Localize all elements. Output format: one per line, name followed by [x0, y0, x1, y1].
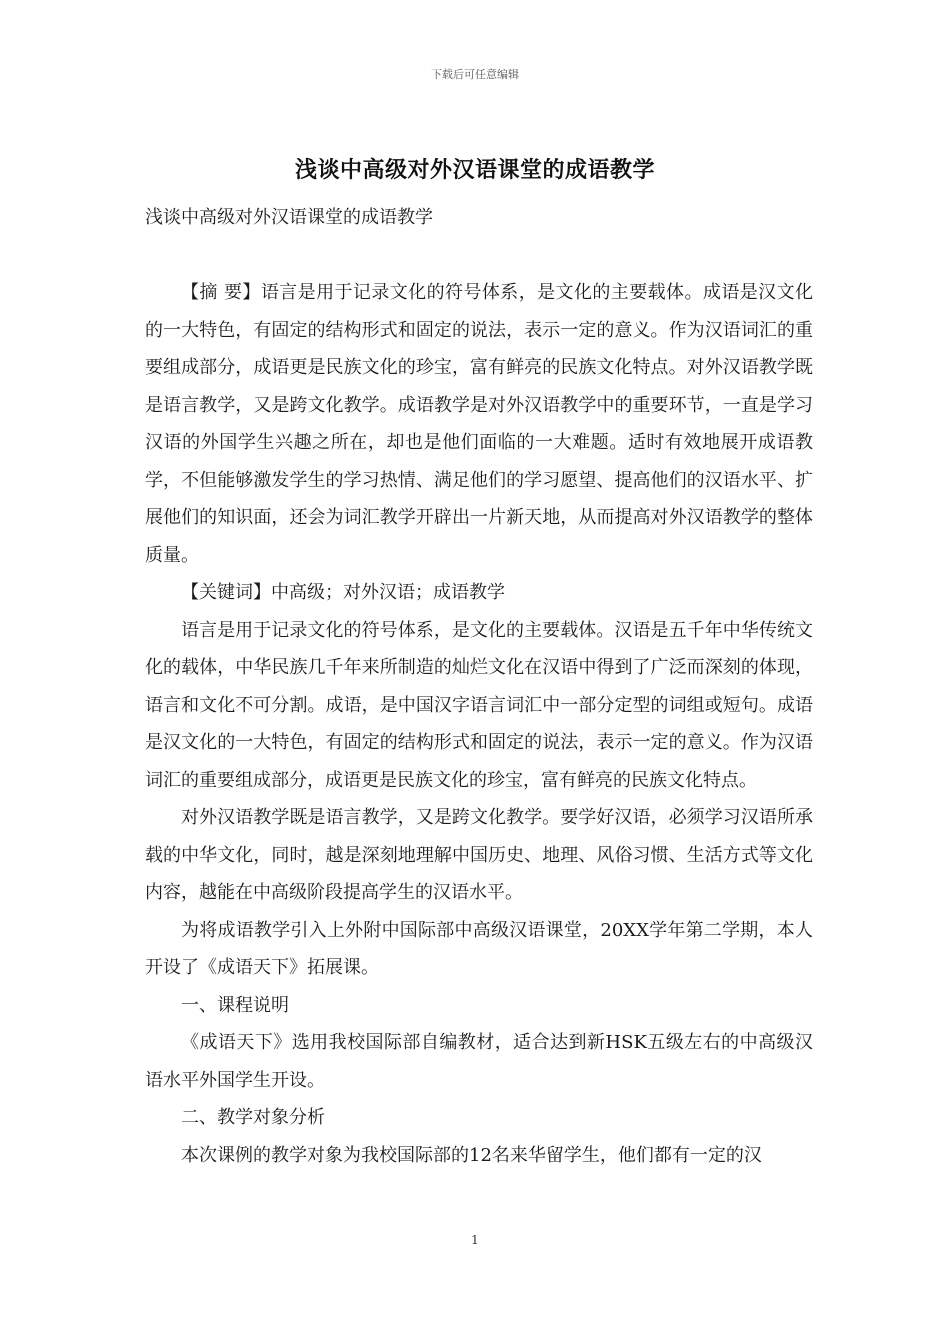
- section-heading: 二、教学对象分析: [181, 1107, 325, 1128]
- header-note: 下载后可任意编辑: [431, 68, 519, 81]
- body-paragraph: 对外汉语教学既是语言教学，又是跨文化教学。要学好汉语，必须学习汉语所承载的中华文化，同时，越是深刻地理解中国历史、地理、风俗习惯、生活方式等文化内容，越能在中高级阶段提高学生的汉语水平。: [145, 807, 813, 903]
- body-paragraph: 《成语天下》选用我校国际部自编教材，适合达到新HSK五级左右的中高级汉语水平外国学生开设。: [145, 1032, 813, 1091]
- keywords-paragraph: 【关键词】中高级；对外汉语；成语教学: [181, 582, 505, 603]
- body-paragraph: 语言是用于记录文化的符号体系，是文化的主要载体。汉语是五千年中华传统文化的载体，中华民族几千年来所制造的灿烂文化在汉语中得到了广泛而深刻的体现，语言和文化不可分割。成语，是中国汉字语言词汇中一部分定型的词组或短句。成语是汉文化的一大特色，有固定的结构形式和固定的说法，表示一定的意义。作为汉语词汇的重要组成部分，成语更是民族文化的珍宝，富有鲜亮的民族文化特点。: [145, 619, 813, 791]
- body-paragraph: 本次课例的教学对象为我校国际部的12名来华留学生，他们都有一定的汉: [181, 1144, 762, 1166]
- section-heading: 一、课程说明: [181, 994, 289, 1016]
- blank-line: [145, 237, 813, 275]
- body-paragraph: 为将成语教学引入上外附中国际部中高级汉语课堂，20XX学年第二学期，本人开设了《成语天下》拓展课。: [145, 919, 813, 978]
- page-number: 1: [471, 1233, 479, 1247]
- document-body: [145, 199, 813, 1174]
- document-title: 浅谈中高级对外汉语课堂的成语教学: [294, 157, 655, 183]
- document-subtitle: 浅谈中高级对外汉语课堂的成语教学: [145, 207, 433, 228]
- abstract-paragraph: 【摘 要】语言是用于记录文化的符号体系，是文化的主要载体。成语是汉文化的一大特色，有固定的结构形式和固定的说法，表示一定的意义。作为汉语词汇的重要组成部分，成语更是民族文化的珍宝，富有鲜亮的民族文化特点。对外汉语教学既是语言教学，又是跨文化教学。成语教学是对外汉语教学中的重要环节，一直是学习汉语的外国学生兴趣之所在，却也是他们面临的一大难题。适时有效地展开成语教学，不但能够激发学生的学习热情、满足他们的学习愿望、提高他们的汉语水平、扩展他们的知识面，还会为词汇教学开辟出一片新天地，从而提高对外汉语教学的整体质量。: [145, 282, 813, 566]
